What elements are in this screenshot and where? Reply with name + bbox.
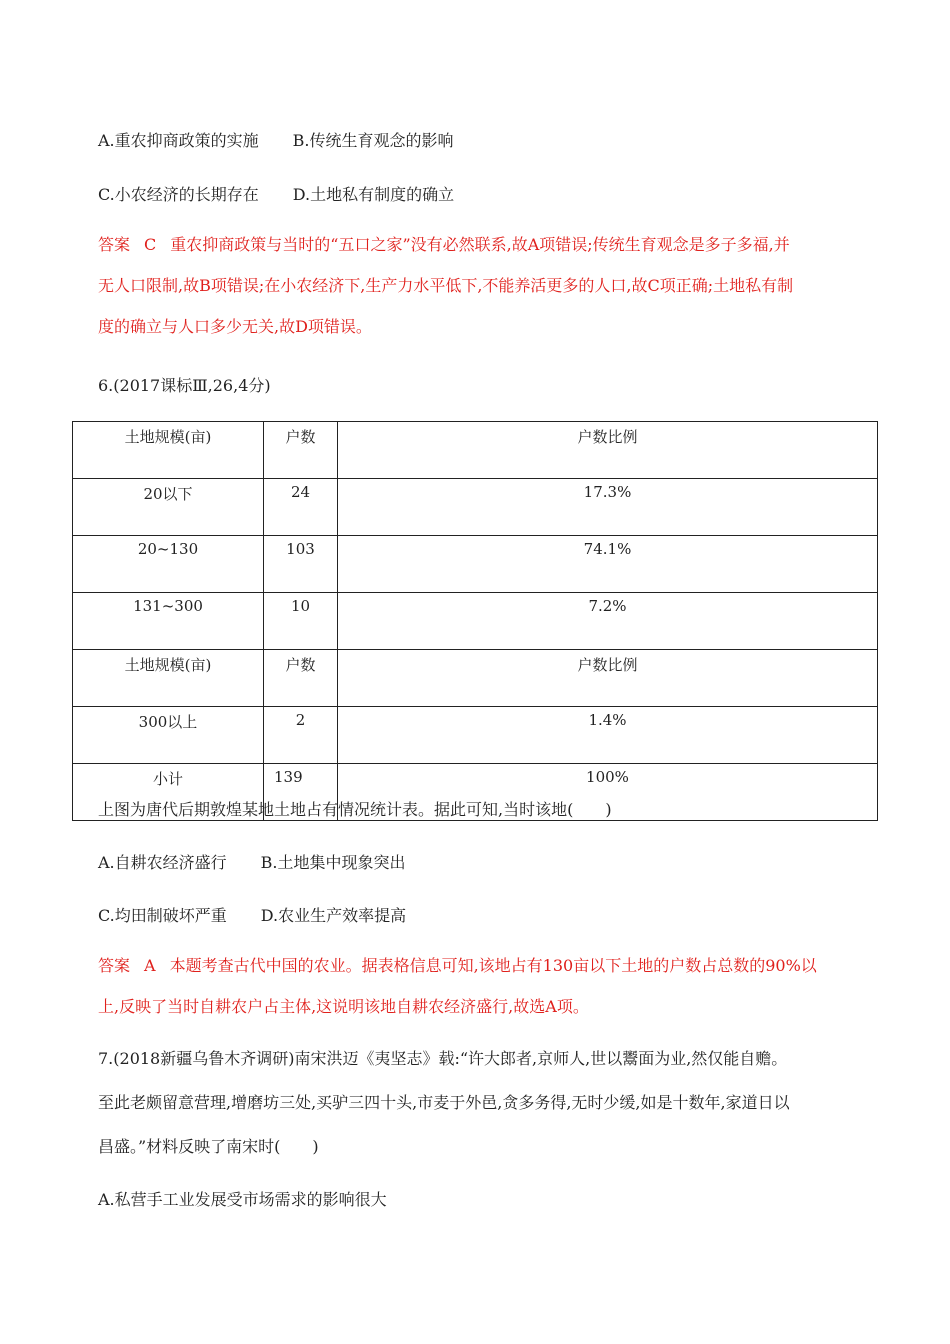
q6-option-c: C.均田制破坏严重 — [98, 906, 227, 925]
q5-option-d: D.土地私有制度的确立 — [292, 185, 455, 204]
q7-stem-line-2: 至此老颇留意营理,增磨坊三处,买驴三四十头,市麦于外邑,贪多务得,无时少缓,如是十数年,家道日以 — [98, 1093, 790, 1112]
q6-options-row1 — [98, 850, 406, 873]
q5-answer-letter: C — [144, 235, 157, 254]
table-cell: 土地规模(亩) — [73, 650, 264, 707]
q5-option-c: C.小农经济的长期存在 — [98, 185, 259, 204]
q7-stem — [98, 1037, 790, 1169]
q5-answer-label: 答案 — [98, 235, 131, 254]
q6-stem: 上图为唐代后期敦煌某地土地占有情况统计表。据此可知,当时该地( ) — [98, 800, 612, 819]
q5-answer-text-3: 度的确立与人口多少无关,故D项错误。 — [98, 317, 372, 336]
q5-option-a: A.重农抑商政策的实施 — [98, 131, 259, 150]
q7-stem-line-3: 昌盛。”材料反映了南宋时( ) — [98, 1137, 319, 1156]
q6-answer — [98, 945, 858, 1027]
table-row — [73, 593, 878, 650]
q6-option-b: B.土地集中现象突出 — [260, 853, 406, 872]
table-cell: 1.4% — [338, 707, 878, 764]
q6-option-a: A.自耕农经济盛行 — [98, 853, 227, 872]
q5-answer-text-2: 无人口限制,故B项错误;在小农经济下,生产力水平低下,不能养活更多的人口,故C项正确;土地私有制 — [98, 276, 794, 295]
table-cell: 20~130 — [73, 536, 264, 593]
table-cell: 17.3% — [338, 479, 878, 536]
table-cell: 小计 — [73, 764, 264, 821]
q6-answer-text-1: 本题考查古代中国的农业。据表格信息可知,该地占有130亩以下土地的户数占总数的90%以 — [169, 956, 817, 975]
table-cell: 20以下 — [73, 479, 264, 536]
table-cell: 户数比例 — [338, 650, 878, 707]
q5-answer-text-1: 重农抑商政策与当时的“五口之家”没有必然联系,故A项错误;传统生育观念是多子多福,并 — [170, 235, 790, 254]
table-cell: 24 — [264, 479, 338, 536]
table-cell: 户数比例 — [338, 422, 878, 479]
table-row — [73, 650, 878, 707]
table-row — [73, 479, 878, 536]
q5-options-row1 — [98, 128, 454, 151]
q6-answer-text-2: 上,反映了当时自耕农户占主体,这说明该地自耕农经济盛行,故选A项。 — [98, 997, 589, 1016]
table-cell: 103 — [264, 536, 338, 593]
table-cell: 300以上 — [73, 707, 264, 764]
table-cell: 2 — [264, 707, 338, 764]
q7-stem-line-1: 7.(2018新疆乌鲁木齐调研)南宋洪迈《夷坚志》载:“许大郎者,京师人,世以鬻面为业,然仅能自赡。 — [98, 1049, 788, 1068]
table-row — [73, 422, 878, 479]
table-row — [73, 707, 878, 764]
q6-answer-label: 答案 — [98, 956, 131, 975]
q5-options-row2 — [98, 182, 454, 205]
q6-header: 6.(2017课标Ⅲ,26,4分) — [98, 376, 271, 395]
q6-option-d: D.农业生产效率提高 — [260, 906, 407, 925]
table-cell: 100% — [338, 764, 878, 821]
table-cell: 139 — [264, 764, 338, 821]
q7-option-a: A.私营手工业发展受市场需求的影响很大 — [98, 1190, 387, 1209]
table-cell: 户数 — [264, 422, 338, 479]
table-cell: 74.1% — [338, 536, 878, 593]
table-cell: 10 — [264, 593, 338, 650]
table-cell: 户数 — [264, 650, 338, 707]
table-row — [73, 536, 878, 593]
q5-answer — [98, 224, 858, 347]
q5-option-b: B.传统生育观念的影响 — [292, 131, 454, 150]
land-table — [72, 421, 878, 821]
table-cell: 7.2% — [338, 593, 878, 650]
q6-answer-letter: A — [144, 956, 156, 975]
table-cell: 131~300 — [73, 593, 264, 650]
q6-options-row2 — [98, 903, 406, 926]
table-cell: 土地规模(亩) — [73, 422, 264, 479]
